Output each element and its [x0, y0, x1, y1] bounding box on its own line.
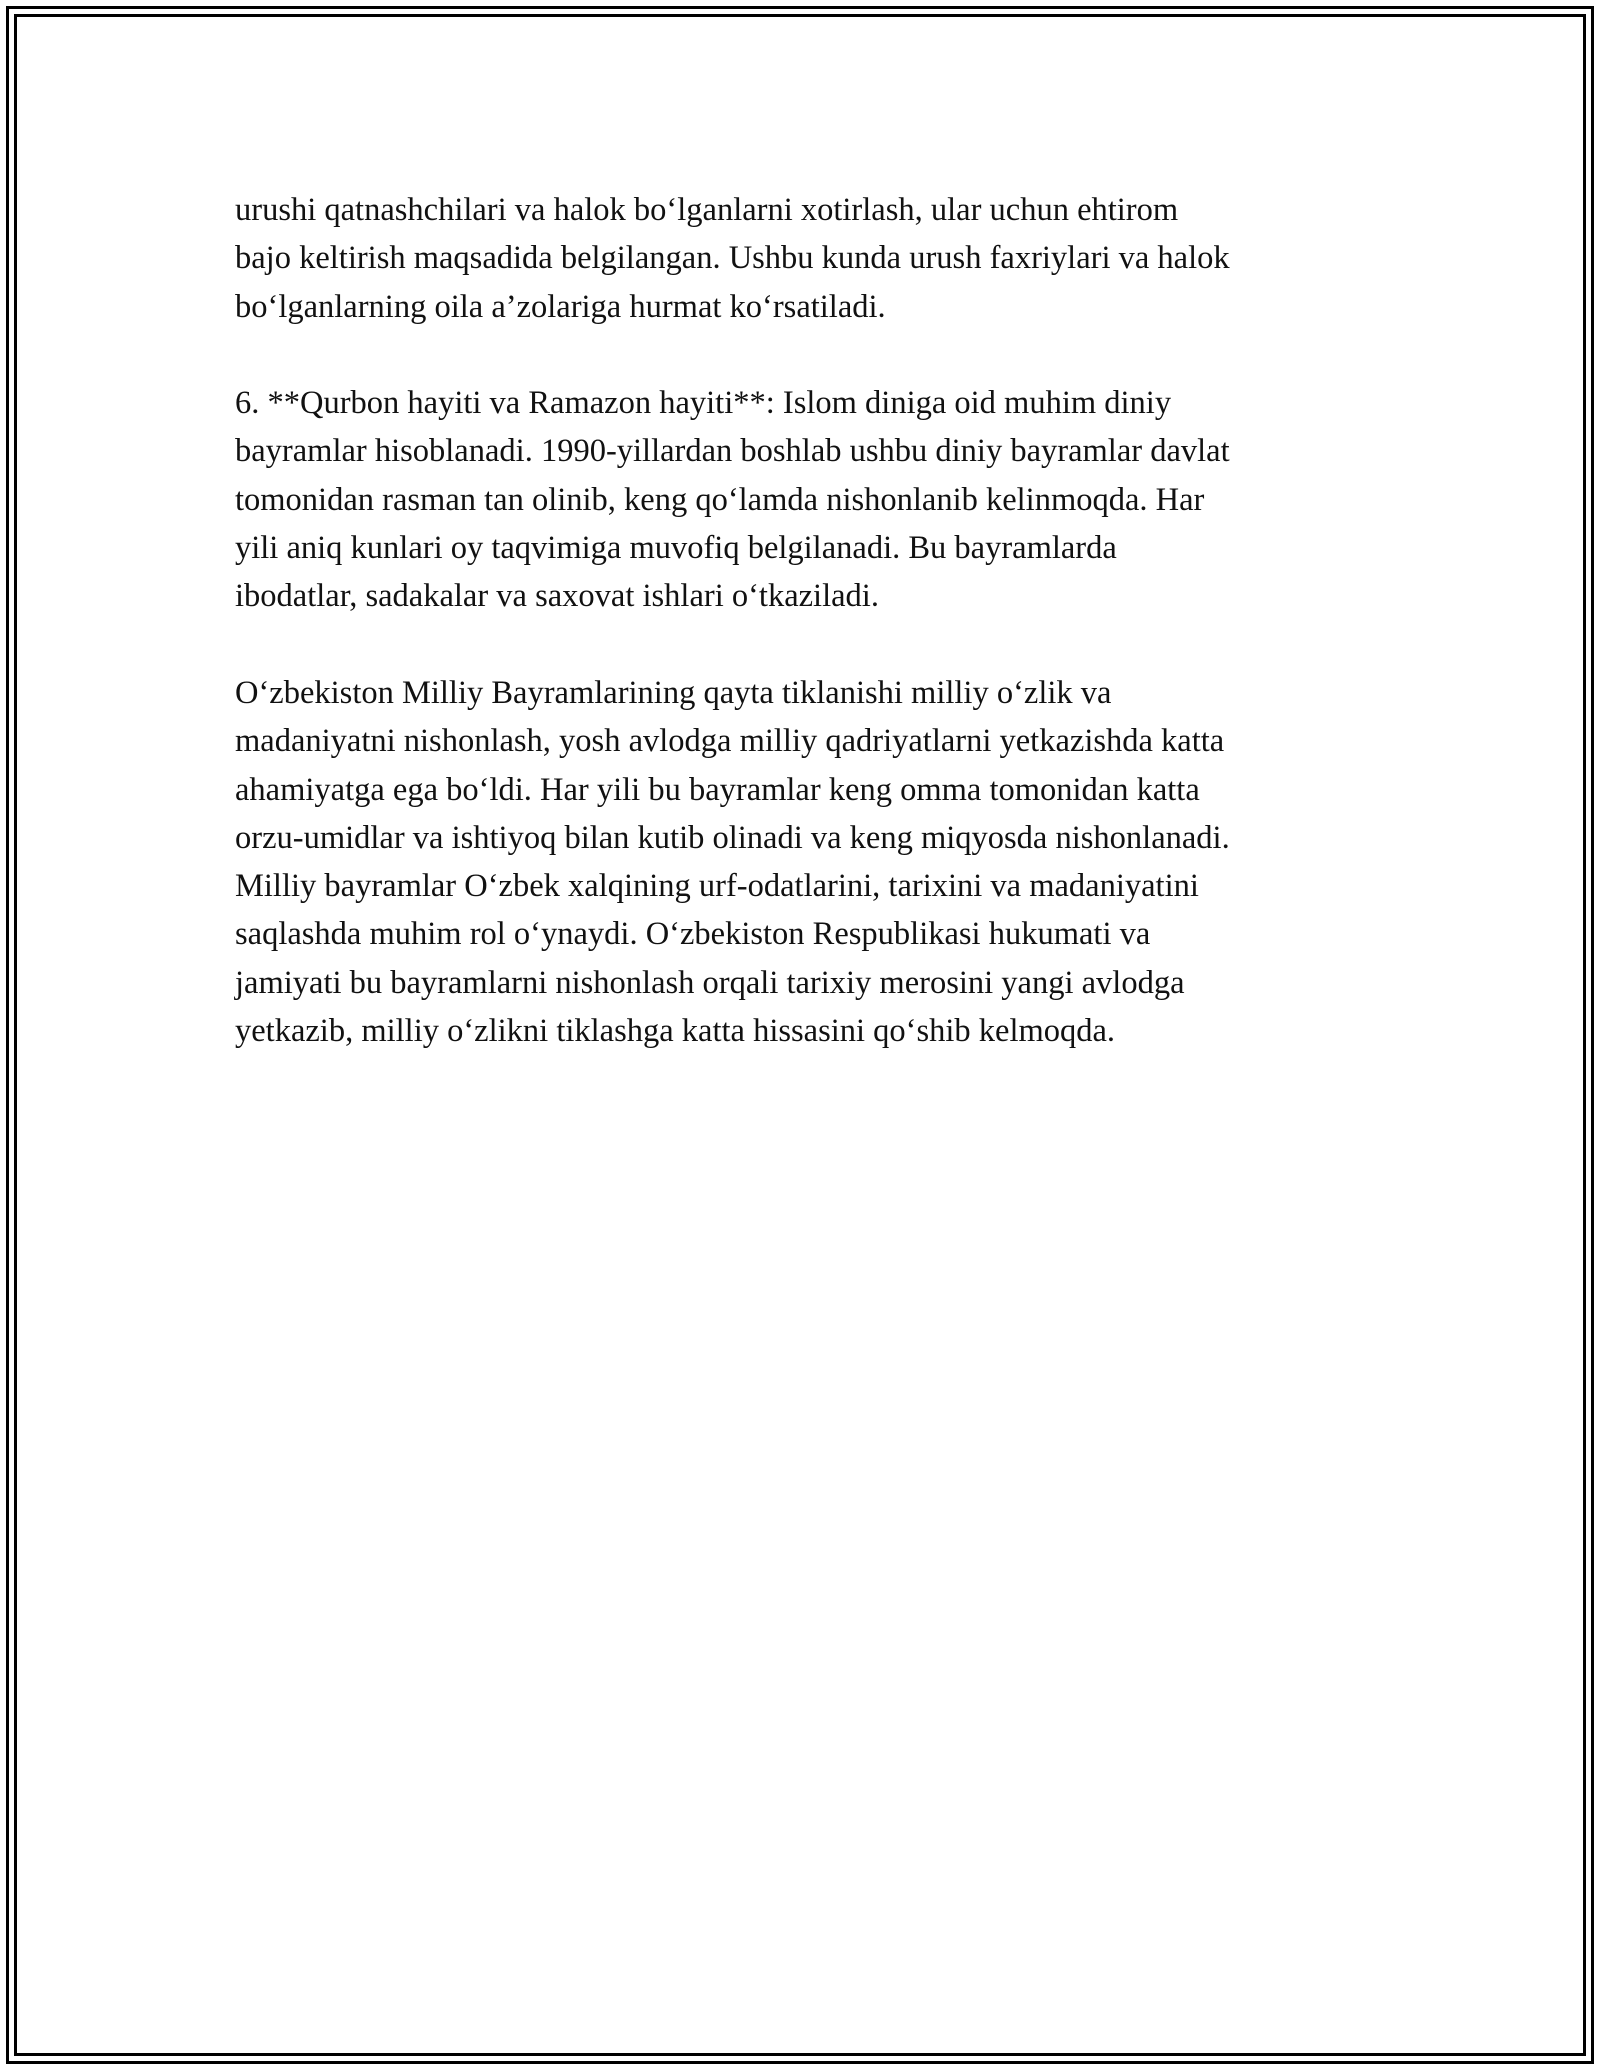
text-line: yili aniq kunlari oy taqvimiga muvofiq belgilanadi. Bu bayramlarda — [235, 530, 1117, 567]
text-line: bayramlar hisoblanadi. 1990-yillardan boshlab ushbu diniy bayramlar davlat — [235, 433, 1230, 470]
text-line: Milliy bayramlar O‘zbek xalqining urf-odatlarini, tarixini va madaniyatini — [235, 868, 1199, 905]
text-line: saqlashda muhim rol o‘ynaydi. O‘zbekiston Respublikasi hukumati va — [235, 916, 1151, 953]
text-line: O‘zbekiston Milliy Bayramlarining qayta tiklanishi milliy o‘zlik va — [235, 674, 1112, 711]
paragraph-memorial-day — [235, 186, 1375, 331]
text-line: tomonidan rasman tan olinib, keng qo‘lamda nishonlanib kelinmoqda. Har — [235, 481, 1205, 518]
paragraph-religious-holidays — [235, 379, 1375, 620]
text-line: bajo keltirish maqsadida belgilangan. Ushbu kunda urush faxriylari va halok — [235, 240, 1230, 277]
text-line: ibodatlar, sadakalar va saxovat ishlari o‘tkaziladi. — [235, 578, 879, 615]
text-line: madaniyatni nishonlash, yosh avlodga milliy qadriyatlarni yetkazishda katta — [235, 723, 1225, 760]
text-line: bo‘lganlarning oila a’zolariga hurmat ko‘rsatiladi. — [235, 288, 886, 325]
paragraph-conclusion — [235, 669, 1375, 1055]
text-line: urushi qatnashchilari va halok bo‘lganlarni xotirlash, ular uchun ehtirom — [235, 192, 1179, 228]
text-line: ahamiyatga ega bo‘ldi. Har yili bu bayramlar keng omma tomonidan katta — [235, 771, 1200, 808]
text-line: yetkazib, milliy o‘zlikni tiklashga katta hissasini qo‘shib kelmoqda. — [235, 1013, 1116, 1050]
text-line: 6. **Qurbon hayiti va Ramazon hayiti**: Islom diniga oid muhim diniy — [235, 385, 1172, 422]
text-line: jamiyati bu bayramlarni nishonlash orqali tarixiy merosini yangi avlodga — [235, 964, 1185, 1001]
text-line: orzu-umidlar va ishtiyoq bilan kutib olinadi va keng miqyosda nishonlanadi. — [235, 819, 1230, 856]
document-body — [235, 186, 1375, 1104]
